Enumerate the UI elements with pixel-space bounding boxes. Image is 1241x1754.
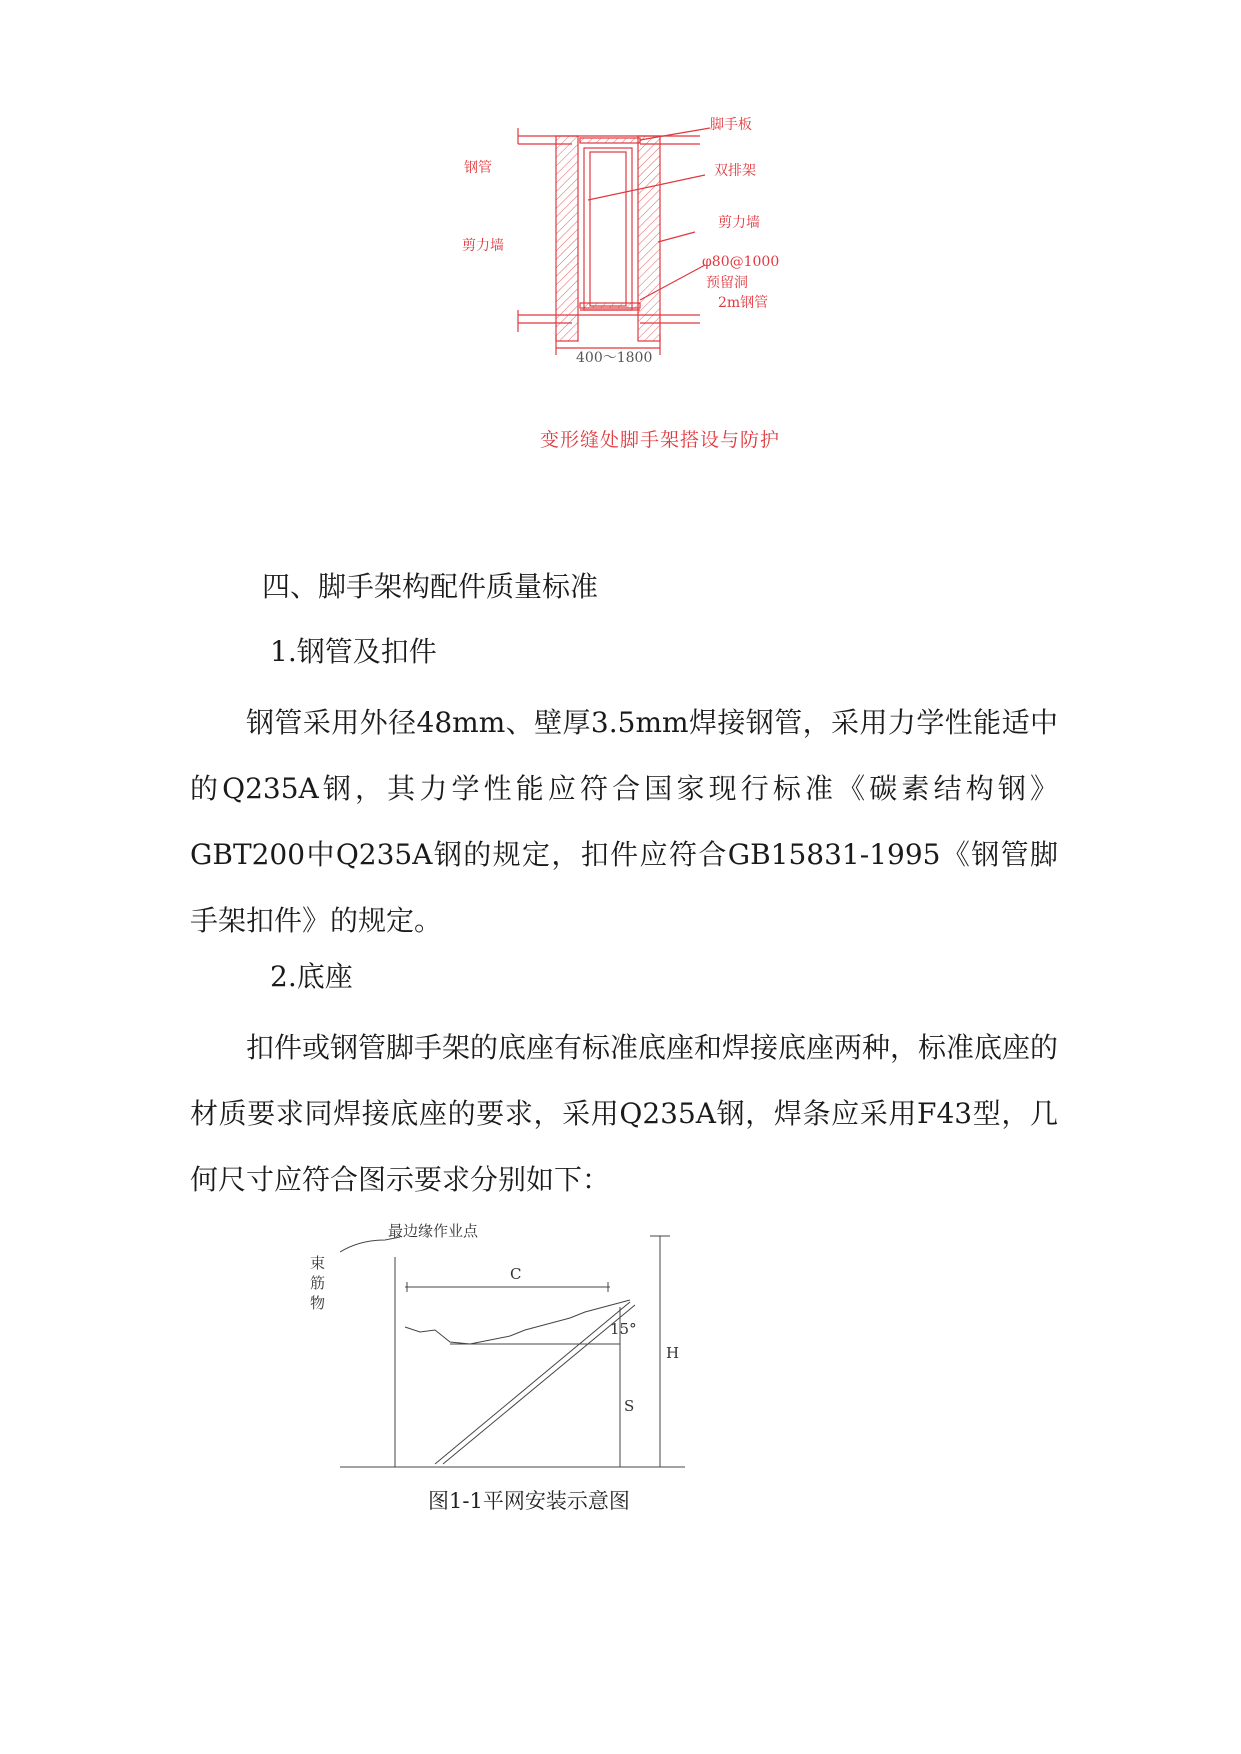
section-heading: 四、脚手架构配件质量标准 [262, 570, 599, 603]
label-double-row-frame: 双排架 [714, 163, 756, 179]
label-s: S [624, 1397, 635, 1415]
label-c: C [510, 1265, 522, 1283]
paragraph-1-block [190, 690, 1058, 954]
label-spec: φ80@1000 [702, 254, 780, 270]
paragraph-2-block [190, 1015, 1058, 1213]
paragraph-2: 扣件或钢管脚手架的底座有标准底座和焊接底座两种，标准底座的材质要求同焊接底座的要求，采用Q235A钢，焊条应采用F43型，几何尺寸应符合图示要求分别如下： [190, 1031, 1059, 1196]
deformation-joint-figure [462, 117, 800, 410]
sub-heading-2: 2.底座 [270, 960, 353, 993]
label-angle: 15° [610, 1320, 637, 1338]
label-object-3: 物 [310, 1294, 326, 1312]
figure-bottom-caption: 图1-1平网安装示意图 [428, 1489, 630, 1513]
deformation-joint-drawing [500, 120, 800, 380]
label-shear-wall-left: 剪力墙 [462, 238, 504, 254]
label-dimension: 400～1800 [576, 350, 653, 366]
label-h: H [666, 1344, 680, 1362]
label-scaffold-board: 脚手板 [710, 117, 752, 133]
label-object-1: 束 [310, 1254, 326, 1272]
figure-top-caption: 变形缝处脚手架搭设与防护 [539, 429, 780, 451]
paragraph-1: 钢管采用外径48mm、壁厚3.5mm焊接钢管，采用力学性能适中的Q235A钢，其力学性能应符合国家现行标准《碳素结构钢》GBT200中Q235A钢的规定，扣件应符合GB15831-1995《钢管脚手架扣件》的规定。 [190, 706, 1058, 937]
flat-net-figure [310, 1222, 780, 1522]
label-reserved-hole: 预留洞 [706, 275, 748, 291]
sub-heading-1: 1.钢管及扣件 [270, 635, 437, 668]
label-edge-point: 最边缘作业点 [388, 1222, 479, 1240]
label-steel-pipe: 钢管 [464, 160, 492, 176]
label-shear-wall-right: 剪力墙 [718, 215, 760, 231]
label-2m-steel-pipe: 2m钢管 [718, 295, 769, 311]
flat-net-drawing [340, 1232, 780, 1502]
label-object-2: 筋 [310, 1274, 326, 1292]
